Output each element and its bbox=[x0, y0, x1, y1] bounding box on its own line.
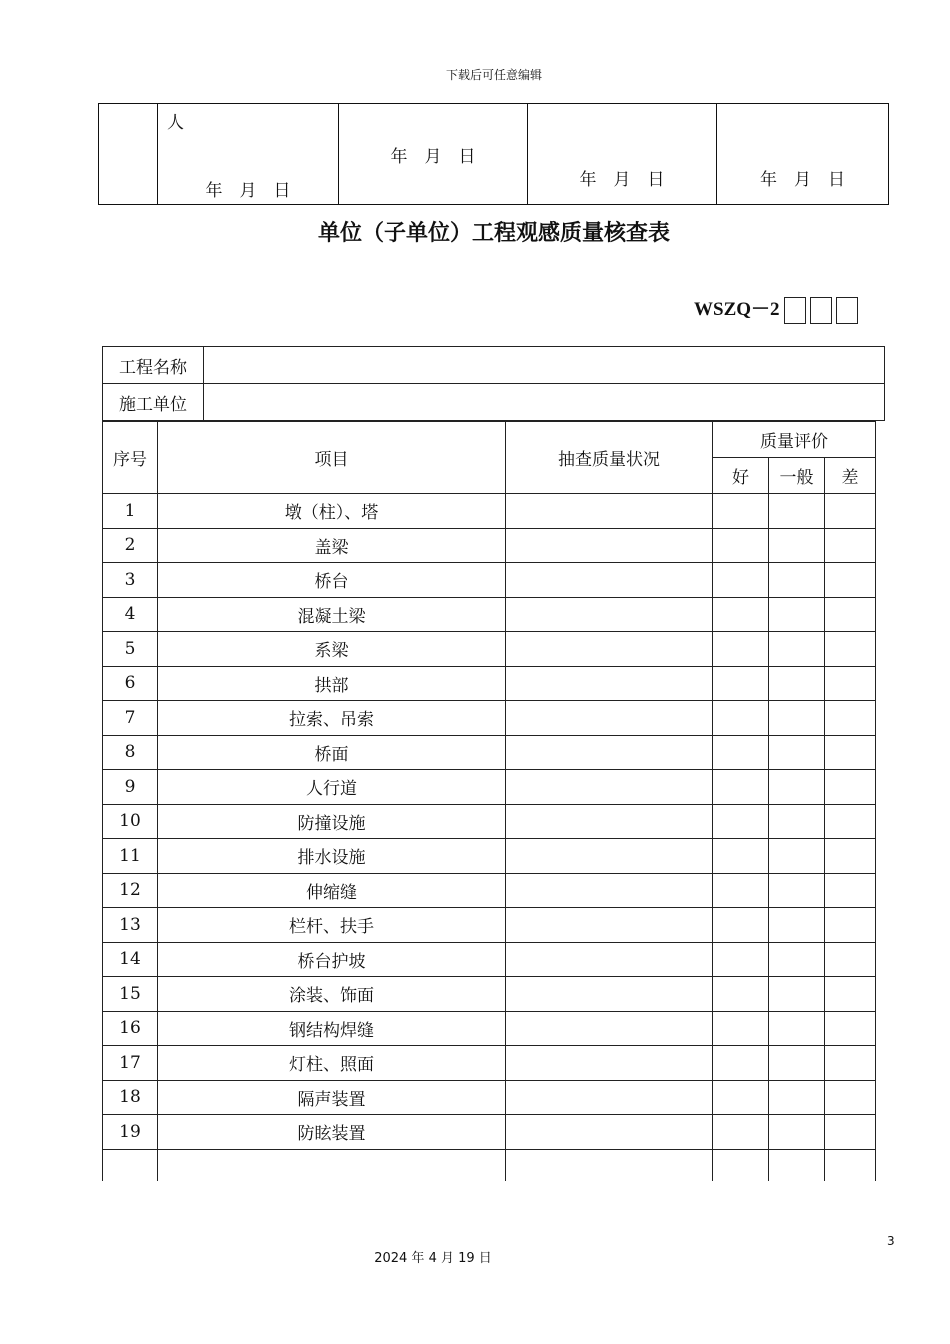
row-no: 5 bbox=[103, 632, 158, 667]
empty-cell[interactable] bbox=[103, 1149, 158, 1181]
col-no-header: 序号 bbox=[103, 422, 158, 494]
row-poor[interactable] bbox=[825, 528, 876, 563]
table-row bbox=[103, 597, 876, 632]
row-no: 11 bbox=[103, 839, 158, 874]
row-good[interactable] bbox=[713, 839, 769, 874]
row-item: 桥台护坡 bbox=[158, 942, 506, 977]
row-normal[interactable] bbox=[769, 563, 825, 598]
row-good[interactable] bbox=[713, 804, 769, 839]
row-poor[interactable] bbox=[825, 977, 876, 1012]
row-item: 钢结构焊缝 bbox=[158, 1011, 506, 1046]
row-status[interactable] bbox=[506, 1080, 713, 1115]
col-poor-header: 差 bbox=[825, 458, 876, 494]
row-good[interactable] bbox=[713, 1011, 769, 1046]
row-no: 7 bbox=[103, 701, 158, 736]
box-3 bbox=[836, 297, 858, 324]
row-poor[interactable] bbox=[825, 632, 876, 667]
row-good[interactable] bbox=[713, 977, 769, 1012]
row-good[interactable] bbox=[713, 942, 769, 977]
row-poor[interactable] bbox=[825, 908, 876, 943]
row-no: 16 bbox=[103, 1011, 158, 1046]
sig-date-3: 年 月 日 bbox=[528, 104, 717, 205]
row-normal[interactable] bbox=[769, 1080, 825, 1115]
row-normal[interactable] bbox=[769, 632, 825, 667]
table-row bbox=[103, 1080, 876, 1115]
row-no: 9 bbox=[103, 770, 158, 805]
table-row bbox=[103, 1115, 876, 1150]
sig-date-4: 年 月 日 bbox=[717, 104, 889, 205]
row-poor[interactable] bbox=[825, 804, 876, 839]
row-normal[interactable] bbox=[769, 1011, 825, 1046]
sig-date-1: 年 月 日 bbox=[205, 181, 291, 201]
empty-cell[interactable] bbox=[506, 1149, 713, 1181]
project-name-field[interactable] bbox=[204, 347, 885, 384]
table-row bbox=[103, 528, 876, 563]
empty-cell[interactable] bbox=[825, 1149, 876, 1181]
row-no: 8 bbox=[103, 735, 158, 770]
row-item: 墩（柱）、塔 bbox=[158, 494, 506, 529]
inspection-table bbox=[102, 421, 876, 1181]
row-status[interactable] bbox=[506, 873, 713, 908]
row-poor[interactable] bbox=[825, 1115, 876, 1150]
row-no: 12 bbox=[103, 873, 158, 908]
row-normal[interactable] bbox=[769, 666, 825, 701]
table-row bbox=[103, 770, 876, 805]
row-normal[interactable] bbox=[769, 597, 825, 632]
row-normal[interactable] bbox=[769, 839, 825, 874]
sig-cell-1 bbox=[158, 104, 339, 205]
row-normal[interactable] bbox=[769, 735, 825, 770]
construction-unit-label: 施工单位 bbox=[103, 384, 204, 421]
page-number: 3 bbox=[887, 1234, 895, 1248]
row-no: 19 bbox=[103, 1115, 158, 1150]
row-good[interactable] bbox=[713, 563, 769, 598]
row-status[interactable] bbox=[506, 701, 713, 736]
table-row bbox=[103, 942, 876, 977]
row-normal[interactable] bbox=[769, 873, 825, 908]
row-good[interactable] bbox=[713, 494, 769, 529]
row-item: 栏杆、扶手 bbox=[158, 908, 506, 943]
row-status[interactable] bbox=[506, 1115, 713, 1150]
row-item: 灯柱、照面 bbox=[158, 1046, 506, 1081]
row-poor[interactable] bbox=[825, 494, 876, 529]
sig-person-char: 人 bbox=[167, 113, 184, 133]
row-good[interactable] bbox=[713, 701, 769, 736]
row-status[interactable] bbox=[506, 908, 713, 943]
row-normal[interactable] bbox=[769, 494, 825, 529]
row-normal[interactable] bbox=[769, 804, 825, 839]
table-row bbox=[103, 1046, 876, 1081]
row-good[interactable] bbox=[713, 528, 769, 563]
row-poor[interactable] bbox=[825, 1046, 876, 1081]
table-row bbox=[103, 977, 876, 1012]
row-poor[interactable] bbox=[825, 735, 876, 770]
row-item: 拉索、吊索 bbox=[158, 701, 506, 736]
empty-cell[interactable] bbox=[769, 1149, 825, 1181]
row-normal[interactable] bbox=[769, 977, 825, 1012]
row-status[interactable] bbox=[506, 977, 713, 1012]
row-no: 10 bbox=[103, 804, 158, 839]
row-item: 防撞设施 bbox=[158, 804, 506, 839]
header-note: 下载后可任意编辑 bbox=[445, 68, 542, 82]
table-row bbox=[103, 804, 876, 839]
row-status[interactable] bbox=[506, 1046, 713, 1081]
table-row bbox=[103, 839, 876, 874]
row-item: 人行道 bbox=[158, 770, 506, 805]
row-no: 14 bbox=[103, 942, 158, 977]
row-status[interactable] bbox=[506, 1011, 713, 1046]
col-item-header: 项目 bbox=[158, 422, 506, 494]
col-status-header: 抽查质量状况 bbox=[506, 422, 713, 494]
row-item: 桥面 bbox=[158, 735, 506, 770]
info-table bbox=[102, 346, 885, 421]
row-poor[interactable] bbox=[825, 597, 876, 632]
row-normal[interactable] bbox=[769, 942, 825, 977]
row-status[interactable] bbox=[506, 563, 713, 598]
row-normal[interactable] bbox=[769, 528, 825, 563]
row-status[interactable] bbox=[506, 735, 713, 770]
project-name-label: 工程名称 bbox=[103, 347, 204, 384]
row-poor[interactable] bbox=[825, 1080, 876, 1115]
box-2 bbox=[810, 297, 832, 324]
box-1 bbox=[784, 297, 806, 324]
empty-cell[interactable] bbox=[158, 1149, 506, 1181]
table-row bbox=[103, 494, 876, 529]
table-row bbox=[103, 666, 876, 701]
row-no: 18 bbox=[103, 1080, 158, 1115]
row-no: 15 bbox=[103, 977, 158, 1012]
empty-cell[interactable] bbox=[713, 1149, 769, 1181]
row-item: 伸缩缝 bbox=[158, 873, 506, 908]
table-row bbox=[103, 563, 876, 598]
row-normal[interactable] bbox=[769, 1046, 825, 1081]
row-good[interactable] bbox=[713, 666, 769, 701]
row-poor[interactable] bbox=[825, 839, 876, 874]
col-normal-header: 一般 bbox=[769, 458, 825, 494]
row-poor[interactable] bbox=[825, 701, 876, 736]
row-no: 17 bbox=[103, 1046, 158, 1081]
row-normal[interactable] bbox=[769, 701, 825, 736]
row-no: 13 bbox=[103, 908, 158, 943]
row-good[interactable] bbox=[713, 873, 769, 908]
row-no: 4 bbox=[103, 597, 158, 632]
table-row bbox=[103, 735, 876, 770]
row-normal[interactable] bbox=[769, 1115, 825, 1150]
row-good[interactable] bbox=[713, 770, 769, 805]
table-row-empty bbox=[103, 1149, 876, 1181]
row-item: 排水设施 bbox=[158, 839, 506, 874]
row-status[interactable] bbox=[506, 839, 713, 874]
row-normal[interactable] bbox=[769, 770, 825, 805]
table-row bbox=[103, 632, 876, 667]
row-good[interactable] bbox=[713, 735, 769, 770]
row-item: 系梁 bbox=[158, 632, 506, 667]
row-item: 拱部 bbox=[158, 666, 506, 701]
col-eval-header: 质量评价 bbox=[713, 422, 876, 458]
row-item: 混凝土梁 bbox=[158, 597, 506, 632]
row-poor[interactable] bbox=[825, 873, 876, 908]
sig-cell-blank bbox=[99, 104, 158, 205]
form-code-text: WSZQ－2 bbox=[694, 299, 780, 320]
row-no: 2 bbox=[103, 528, 158, 563]
col-good-header: 好 bbox=[713, 458, 769, 494]
row-item: 隔声装置 bbox=[158, 1080, 506, 1115]
table-row bbox=[103, 873, 876, 908]
row-status[interactable] bbox=[506, 666, 713, 701]
row-item: 涂装、饰面 bbox=[158, 977, 506, 1012]
table-row bbox=[103, 908, 876, 943]
row-item: 盖梁 bbox=[158, 528, 506, 563]
row-item: 桥台 bbox=[158, 563, 506, 598]
row-poor[interactable] bbox=[825, 563, 876, 598]
row-no: 3 bbox=[103, 563, 158, 598]
row-status[interactable] bbox=[506, 770, 713, 805]
row-poor[interactable] bbox=[825, 942, 876, 977]
row-normal[interactable] bbox=[769, 908, 825, 943]
table-row bbox=[103, 701, 876, 736]
construction-unit-field[interactable] bbox=[204, 384, 885, 421]
row-good[interactable] bbox=[713, 908, 769, 943]
row-poor[interactable] bbox=[825, 1011, 876, 1046]
row-good[interactable] bbox=[713, 597, 769, 632]
row-poor[interactable] bbox=[825, 770, 876, 805]
row-good[interactable] bbox=[713, 632, 769, 667]
sig-date-2: 年 月 日 bbox=[339, 104, 528, 205]
row-status[interactable] bbox=[506, 528, 713, 563]
signature-table bbox=[98, 103, 889, 205]
row-status[interactable] bbox=[506, 632, 713, 667]
row-item: 防眩装置 bbox=[158, 1115, 506, 1150]
row-no: 6 bbox=[103, 666, 158, 701]
page-title: 单位（子单位）工程观感质量核查表 bbox=[317, 221, 670, 246]
row-poor[interactable] bbox=[825, 666, 876, 701]
row-no: 1 bbox=[103, 494, 158, 529]
row-good[interactable] bbox=[713, 1115, 769, 1150]
row-status[interactable] bbox=[506, 804, 713, 839]
row-good[interactable] bbox=[713, 1080, 769, 1115]
form-code bbox=[694, 294, 858, 324]
row-status[interactable] bbox=[506, 494, 713, 529]
footer-date: 2024 年 4 月 19 日 bbox=[374, 1251, 492, 1266]
table-row bbox=[103, 1011, 876, 1046]
row-status[interactable] bbox=[506, 597, 713, 632]
row-status[interactable] bbox=[506, 942, 713, 977]
row-good[interactable] bbox=[713, 1046, 769, 1081]
